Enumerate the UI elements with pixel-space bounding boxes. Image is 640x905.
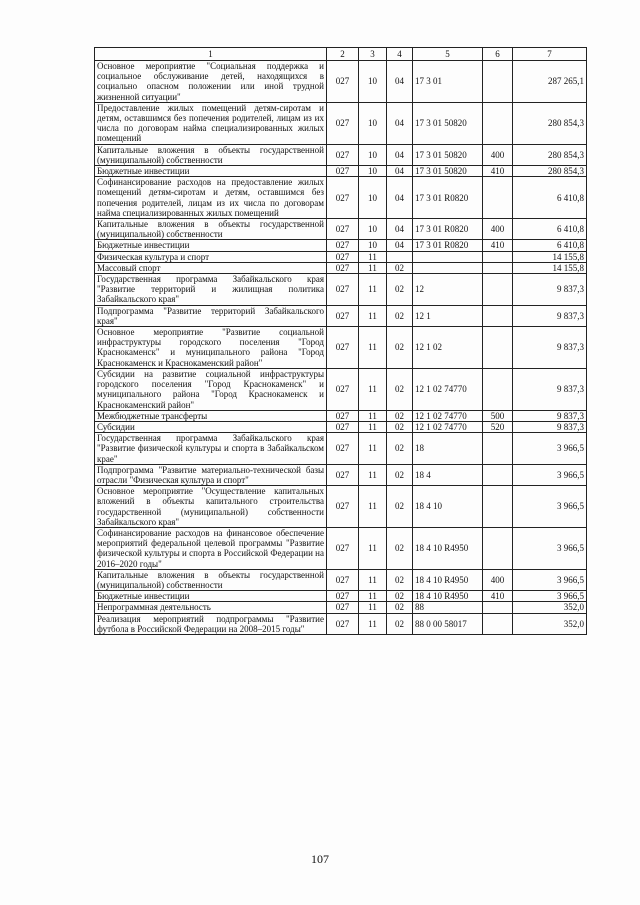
admin-code-cell: 027 [327, 177, 359, 219]
target-article-cell: 12 1 [413, 305, 483, 326]
amount-cell: 9 837,3 [513, 421, 587, 432]
amount-cell: 352,0 [513, 613, 587, 634]
amount-cell: 3 966,5 [513, 433, 587, 465]
expense-type-cell: 400 [483, 219, 513, 240]
target-article-cell: 12 1 02 74770 [413, 410, 483, 421]
admin-code-cell: 027 [327, 251, 359, 262]
amount-cell: 6 410,8 [513, 240, 587, 251]
row-name-cell: Субсидии на развитие социальной инфраструктуры городского поселения "Город Краснокаменск" и муниципального района "Город Краснокаменск и Краснокаменский район" [95, 368, 327, 410]
expense-type-cell: 400 [483, 144, 513, 165]
amount-cell: 9 837,3 [513, 368, 587, 410]
target-article-cell: 18 4 10 R4950 [413, 591, 483, 602]
expense-type-cell [483, 464, 513, 485]
subsection-cell: 02 [387, 262, 413, 273]
table-row [95, 527, 587, 569]
subsection-cell: 04 [387, 102, 413, 144]
target-article-cell: 17 3 01 50820 [413, 166, 483, 177]
expense-type-cell: 500 [483, 410, 513, 421]
header-col-3: 3 [359, 48, 387, 61]
target-article-cell: 17 3 01 50820 [413, 144, 483, 165]
section-cell: 11 [359, 613, 387, 634]
section-cell: 10 [359, 166, 387, 177]
target-article-cell [413, 251, 483, 262]
header-col-6: 6 [483, 48, 513, 61]
target-article-cell: 17 3 01 50820 [413, 102, 483, 144]
amount-cell: 352,0 [513, 602, 587, 613]
table-row [95, 486, 587, 528]
section-cell: 10 [359, 61, 387, 103]
table-row [95, 305, 587, 326]
row-name-cell: Физическая культура и спорт [95, 251, 327, 262]
expense-type-cell [483, 251, 513, 262]
row-name-cell: Софинансирование расходов на предоставление жилых помещений детям-сиротам и детям, оставшимся без попечения родителей, лицам из их числа по договорам найма специализированных жилых помещений [95, 177, 327, 219]
budget-table [94, 47, 587, 635]
table-row [95, 421, 587, 432]
section-cell: 10 [359, 219, 387, 240]
table-row [95, 219, 587, 240]
subsection-cell: 04 [387, 219, 413, 240]
subsection-cell: 02 [387, 368, 413, 410]
subsection-cell: 02 [387, 569, 413, 590]
section-cell: 11 [359, 251, 387, 262]
expense-type-cell [483, 527, 513, 569]
admin-code-cell: 027 [327, 61, 359, 103]
table-row [95, 569, 587, 590]
admin-code-cell: 027 [327, 262, 359, 273]
subsection-cell: 02 [387, 464, 413, 485]
subsection-cell: 02 [387, 602, 413, 613]
row-name-cell: Межбюджетные трансферты [95, 410, 327, 421]
row-name-cell: Капитальные вложения в объекты государственной (муниципальной) собственности [95, 569, 327, 590]
amount-cell: 9 837,3 [513, 327, 587, 369]
row-name-cell: Основное мероприятие "Социальная поддержка и социальное обслуживание детей, находящихся в социально опасном положении или иной трудной жизненной ситуации" [95, 61, 327, 103]
expense-type-cell [483, 368, 513, 410]
table-row [95, 464, 587, 485]
row-name-cell: Предоставление жилых помещений детям-сиротам и детям, оставшимся без попечения родителей, лицам из их числа по договорам найма специализированных жилых помещений [95, 102, 327, 144]
target-article-cell: 88 [413, 602, 483, 613]
table-header-row [95, 48, 587, 61]
section-cell: 10 [359, 240, 387, 251]
section-cell: 11 [359, 591, 387, 602]
row-name-cell: Бюджетные инвестиции [95, 166, 327, 177]
row-name-cell: Капитальные вложения в объекты государственной (муниципальной) собственности [95, 144, 327, 165]
row-name-cell: Подпрограмма "Развитие территорий Забайкальского края" [95, 305, 327, 326]
target-article-cell: 12 1 02 [413, 327, 483, 369]
header-col-1: 1 [95, 48, 327, 61]
expense-type-cell [483, 61, 513, 103]
amount-cell: 280 854,3 [513, 166, 587, 177]
subsection-cell: 02 [387, 433, 413, 465]
target-article-cell: 17 3 01 R0820 [413, 240, 483, 251]
table-row [95, 61, 587, 103]
table-row [95, 262, 587, 273]
amount-cell: 3 966,5 [513, 527, 587, 569]
header-col-2: 2 [327, 48, 359, 61]
expense-type-cell [483, 327, 513, 369]
subsection-cell: 04 [387, 61, 413, 103]
target-article-cell: 12 1 02 74770 [413, 421, 483, 432]
table-row [95, 327, 587, 369]
section-cell: 10 [359, 177, 387, 219]
admin-code-cell: 027 [327, 527, 359, 569]
target-article-cell: 12 1 02 74770 [413, 368, 483, 410]
subsection-cell: 04 [387, 166, 413, 177]
subsection-cell: 02 [387, 274, 413, 306]
amount-cell: 3 966,5 [513, 464, 587, 485]
section-cell: 11 [359, 602, 387, 613]
target-article-cell: 18 4 [413, 464, 483, 485]
table-row [95, 177, 587, 219]
admin-code-cell: 027 [327, 240, 359, 251]
subsection-cell: 04 [387, 144, 413, 165]
table-row [95, 368, 587, 410]
section-cell: 11 [359, 569, 387, 590]
subsection-cell: 02 [387, 327, 413, 369]
admin-code-cell: 027 [327, 569, 359, 590]
admin-code-cell: 027 [327, 464, 359, 485]
target-article-cell: 17 3 01 R0820 [413, 177, 483, 219]
amount-cell: 287 265,1 [513, 61, 587, 103]
target-article-cell: 88 0 00 58017 [413, 613, 483, 634]
row-name-cell: Реализация мероприятий подпрограммы "Развитие футбола в Российской Федерации на 2008–2015 годы" [95, 613, 327, 634]
row-name-cell: Основное мероприятие "Осуществление капитальных вложений в объекты капитального строительства государственной (муниципальной) собственности Забайкальского края" [95, 486, 327, 528]
subsection-cell: 02 [387, 527, 413, 569]
subsection-cell: 02 [387, 591, 413, 602]
section-cell: 10 [359, 102, 387, 144]
target-article-cell: 18 4 10 R4950 [413, 527, 483, 569]
table-body [95, 61, 587, 635]
expense-type-cell: 410 [483, 240, 513, 251]
subsection-cell: 02 [387, 421, 413, 432]
section-cell: 11 [359, 327, 387, 369]
row-name-cell: Государственная программа Забайкальского края "Развитие физической культуры и спорта в Забайкальском крае" [95, 433, 327, 465]
admin-code-cell: 027 [327, 410, 359, 421]
admin-code-cell: 027 [327, 274, 359, 306]
row-name-cell: Софинансирование расходов на финансовое обеспечение мероприятий федеральной целевой программы "Развитие физической культуры и спорта в Российской Федерации на 2016–2020 годы" [95, 527, 327, 569]
admin-code-cell: 027 [327, 166, 359, 177]
subsection-cell [387, 251, 413, 262]
admin-code-cell: 027 [327, 305, 359, 326]
target-article-cell [413, 262, 483, 273]
expense-type-cell: 410 [483, 166, 513, 177]
section-cell: 11 [359, 274, 387, 306]
table-row [95, 613, 587, 634]
amount-cell: 9 837,3 [513, 305, 587, 326]
admin-code-cell: 027 [327, 421, 359, 432]
row-name-cell: Субсидии [95, 421, 327, 432]
table-row [95, 591, 587, 602]
amount-cell: 3 966,5 [513, 486, 587, 528]
expense-type-cell [483, 613, 513, 634]
row-name-cell: Массовый спорт [95, 262, 327, 273]
table-row [95, 166, 587, 177]
subsection-cell: 02 [387, 486, 413, 528]
section-cell: 11 [359, 262, 387, 273]
subsection-cell: 02 [387, 410, 413, 421]
row-name-cell: Подпрограмма "Развитие материально-технической базы отрасли "Физическая культура и спорт" [95, 464, 327, 485]
header-col-5: 5 [413, 48, 483, 61]
target-article-cell: 17 3 01 [413, 61, 483, 103]
section-cell: 11 [359, 464, 387, 485]
table-row [95, 274, 587, 306]
admin-code-cell: 027 [327, 327, 359, 369]
amount-cell: 9 837,3 [513, 410, 587, 421]
expense-type-cell [483, 305, 513, 326]
amount-cell: 9 837,3 [513, 274, 587, 306]
target-article-cell: 17 3 01 R0820 [413, 219, 483, 240]
admin-code-cell: 027 [327, 602, 359, 613]
admin-code-cell: 027 [327, 102, 359, 144]
row-name-cell: Основное мероприятие "Развитие социальной инфраструктуры городского поселения "Город Краснокаменск" и муниципального района "Город Краснокаменск и Краснокаменский район" [95, 327, 327, 369]
admin-code-cell: 027 [327, 144, 359, 165]
amount-cell: 280 854,3 [513, 102, 587, 144]
table-row [95, 251, 587, 262]
amount-cell: 6 410,8 [513, 219, 587, 240]
subsection-cell: 04 [387, 240, 413, 251]
admin-code-cell: 027 [327, 219, 359, 240]
row-name-cell: Непрограммная деятельность [95, 602, 327, 613]
target-article-cell: 18 [413, 433, 483, 465]
row-name-cell: Бюджетные инвестиции [95, 591, 327, 602]
header-col-7: 7 [513, 48, 587, 61]
subsection-cell: 04 [387, 177, 413, 219]
table-row [95, 433, 587, 465]
expense-type-cell [483, 262, 513, 273]
table-row [95, 602, 587, 613]
section-cell: 11 [359, 433, 387, 465]
admin-code-cell: 027 [327, 613, 359, 634]
section-cell: 11 [359, 486, 387, 528]
expense-type-cell [483, 102, 513, 144]
section-cell: 11 [359, 368, 387, 410]
row-name-cell: Бюджетные инвестиции [95, 240, 327, 251]
target-article-cell: 18 4 10 [413, 486, 483, 528]
amount-cell: 3 966,5 [513, 569, 587, 590]
amount-cell: 3 966,5 [513, 591, 587, 602]
table-row [95, 102, 587, 144]
target-article-cell: 18 4 10 R4950 [413, 569, 483, 590]
admin-code-cell: 027 [327, 591, 359, 602]
admin-code-cell: 027 [327, 368, 359, 410]
section-cell: 11 [359, 305, 387, 326]
expense-type-cell [483, 486, 513, 528]
section-cell: 10 [359, 144, 387, 165]
expense-type-cell: 520 [483, 421, 513, 432]
table-row [95, 410, 587, 421]
subsection-cell: 02 [387, 305, 413, 326]
expense-type-cell: 410 [483, 591, 513, 602]
expense-type-cell: 400 [483, 569, 513, 590]
row-name-cell: Капитальные вложения в объекты государственной (муниципальной) собственности [95, 219, 327, 240]
section-cell: 11 [359, 527, 387, 569]
table-row [95, 144, 587, 165]
header-col-4: 4 [387, 48, 413, 61]
subsection-cell: 02 [387, 613, 413, 634]
table-row [95, 240, 587, 251]
target-article-cell: 12 [413, 274, 483, 306]
page-number: 107 [311, 852, 329, 866]
amount-cell: 280 854,3 [513, 144, 587, 165]
admin-code-cell: 027 [327, 486, 359, 528]
amount-cell: 14 155,8 [513, 262, 587, 273]
expense-type-cell [483, 274, 513, 306]
expense-type-cell [483, 433, 513, 465]
expense-type-cell [483, 602, 513, 613]
row-name-cell: Государственная программа Забайкальского края "Развитие территорий и жилищная политика Забайкальского края" [95, 274, 327, 306]
amount-cell: 6 410,8 [513, 177, 587, 219]
admin-code-cell: 027 [327, 433, 359, 465]
expense-type-cell [483, 177, 513, 219]
amount-cell: 14 155,8 [513, 251, 587, 262]
section-cell: 11 [359, 410, 387, 421]
section-cell: 11 [359, 421, 387, 432]
